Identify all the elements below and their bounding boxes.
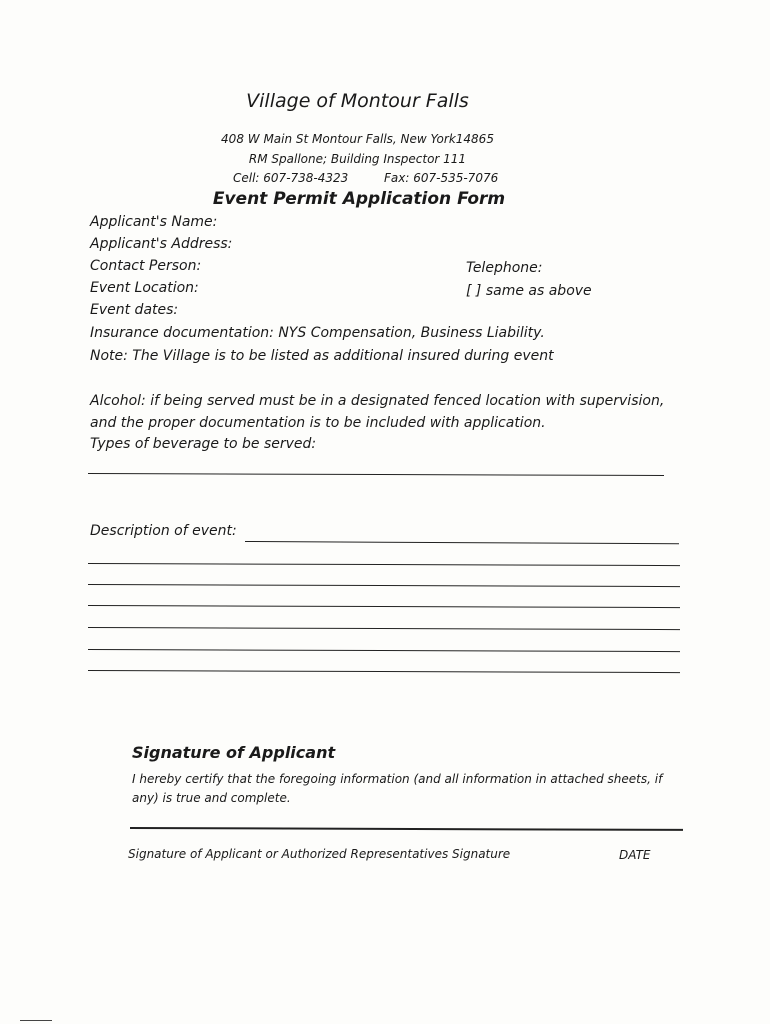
- description-line[interactable]: [88, 584, 680, 587]
- description-line[interactable]: [245, 541, 679, 544]
- village-title: Village of Montour Falls: [246, 90, 469, 112]
- telephone-label: Telephone:: [466, 260, 543, 276]
- alcohol-requirement-line-1: Alcohol: if being served must be in a designated fenced location with supervision,: [90, 393, 665, 409]
- additional-insured-note: Note: The Village is to be listed as additional insured during event: [90, 348, 554, 364]
- village-address: 408 W Main St Montour Falls, New York14865: [221, 132, 494, 146]
- description-label: Description of event:: [90, 523, 237, 539]
- event-location-label: Event Location:: [90, 280, 199, 296]
- applicant-address-label: Applicant's Address:: [90, 236, 233, 252]
- same-as-above-checkbox[interactable]: [ ] same as above: [466, 283, 592, 299]
- cell-phone: Cell: 607-738-4323: [233, 171, 349, 185]
- applicant-name-label: Applicant's Name:: [90, 214, 218, 230]
- date-label: DATE: [619, 848, 651, 862]
- signature-label: Signature of Applicant or Authorized Representatives Signature: [128, 847, 511, 861]
- alcohol-requirement-line-2: and the proper documentation is to be included with application.: [90, 415, 546, 431]
- signature-line[interactable]: [130, 827, 683, 831]
- certification-line-2: any) is true and complete.: [132, 791, 291, 805]
- certification-line-1: I hereby certify that the foregoing information (and all information in attached sheets, if: [132, 772, 663, 786]
- fax-number: Fax: 607-535-7076: [384, 171, 499, 185]
- beverage-types-label: Types of beverage to be served:: [90, 436, 317, 452]
- building-inspector: RM Spallone; Building Inspector 111: [248, 152, 467, 166]
- event-dates-label: Event dates:: [90, 302, 179, 318]
- contact-person-label: Contact Person:: [90, 258, 202, 274]
- description-line[interactable]: [88, 627, 680, 630]
- insurance-requirement: Insurance documentation: NYS Compensation, Business Liability.: [90, 325, 545, 341]
- description-line[interactable]: [88, 670, 680, 673]
- beverage-types-line[interactable]: [88, 473, 664, 476]
- signature-section-title: Signature of Applicant: [132, 743, 336, 762]
- description-line[interactable]: [88, 563, 680, 566]
- scan-artifact-mark: [20, 1020, 52, 1021]
- form-heading: Event Permit Application Form: [212, 189, 506, 209]
- description-line[interactable]: [88, 649, 680, 652]
- description-line[interactable]: [88, 605, 680, 608]
